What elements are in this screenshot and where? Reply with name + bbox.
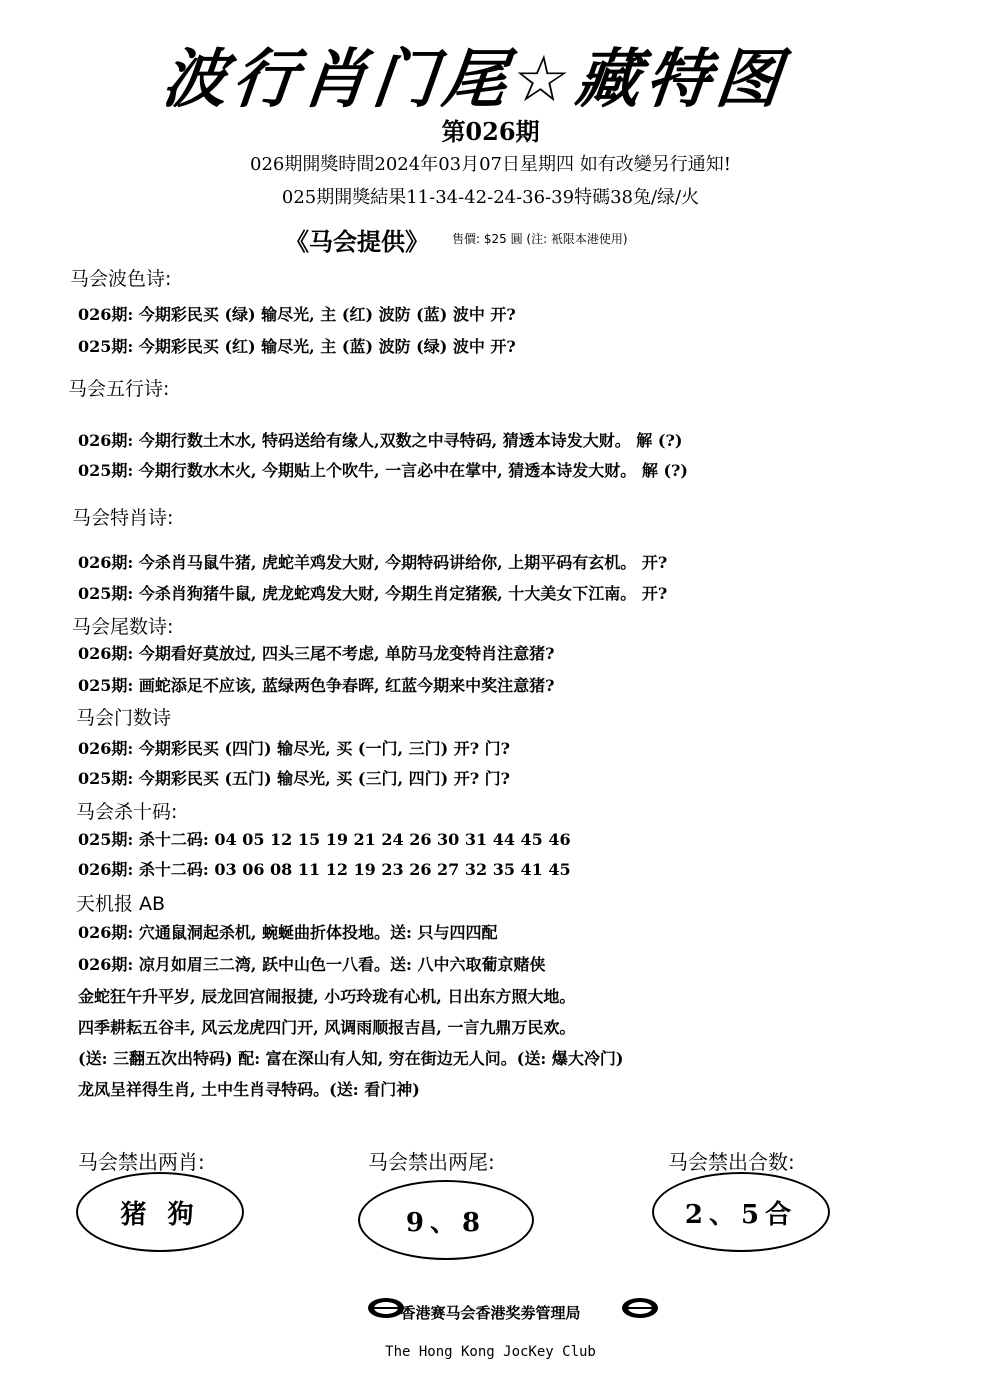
ban-sums-value: 2、5合 — [684, 1199, 798, 1230]
section-title-tianji: 天机报 AB — [76, 893, 166, 915]
footer-english: The Hong Kong JocKey Club — [385, 1344, 596, 1360]
gate-poem-line: 026期: 今期彩民买 (四门) 输尽光, 买 (一门, 三门) 开? 门? — [78, 739, 511, 758]
provider-label: 《马会提供》 — [285, 227, 429, 256]
draw-info: 026期開獎時間2024年03月07日星期四 如有改變另行通知! — [250, 154, 731, 175]
tianji-line: 龙凤呈祥得生肖, 土中生肖寻特码。(送: 看门神) — [78, 1080, 420, 1099]
ban-zodiac-value: 猪 狗 — [120, 1199, 200, 1230]
ban-tails-value: 9、8 — [405, 1207, 487, 1238]
tail-poem-line: 026期: 今期看好莫放过, 四头三尾不考虑, 单防马龙变特肖注意猪? — [78, 644, 555, 663]
ban-sums-oval — [652, 1172, 830, 1252]
section-title-five-elements: 马会五行诗: — [68, 378, 170, 400]
ban-sums-label: 马会禁出合数: — [668, 1150, 795, 1174]
kill-ten-line: 025期: 杀十二码: 04 05 12 15 19 21 24 26 30 31 44 45 46 — [78, 830, 571, 849]
section-title-tail-poem: 马会尾数诗: — [72, 616, 174, 638]
jockey-club-logo-icon — [620, 1296, 660, 1320]
ban-zodiac-label: 马会禁出两肖: — [78, 1150, 205, 1174]
ban-tails-label: 马会禁出两尾: — [368, 1150, 495, 1174]
color-poem-line: 025期: 今期彩民买 (红) 输尽光, 主 (蓝) 波防 (绿) 波中 开? — [78, 337, 516, 356]
section-title-zodiac-poem: 马会特肖诗: — [72, 507, 174, 529]
section-title-kill-ten: 马会杀十码: — [76, 801, 178, 823]
ban-zodiac-oval — [76, 1172, 244, 1252]
page-title: 波行肖门尾☆藏特图 — [158, 43, 790, 117]
issue-number: 第026期 — [441, 117, 540, 146]
footer-chinese: 香港赛马会香港奖劵管理局 — [400, 1304, 581, 1322]
zodiac-poem-line: 026期: 今杀肖马鼠牛猪, 虎蛇羊鸡发大财, 今期特码讲给你, 上期平码有玄机。 开? — [78, 553, 668, 572]
five-elements-line: 026期: 今期行数土木水, 特码送给有缘人,双数之中寻特码, 猜透本诗发大财。 解 (?) — [78, 431, 683, 450]
price-note: 售價: $25 圓 (注: 衹限本港使用) — [452, 232, 628, 246]
zodiac-poem-line: 025期: 今杀肖狗猪牛鼠, 虎龙蛇鸡发大财, 今期生肖定猪猴, 十大美女下江南。 开? — [78, 584, 668, 603]
last-result: 025期開獎結果11-34-42-24-36-39特碼38兔/绿/火 — [281, 187, 700, 208]
tianji-line: 金蛇狂午升平岁, 辰龙回宫闹报捷, 小巧玲珑有心机, 日出东方照大地。 — [78, 987, 576, 1006]
tianji-line: 026期: 穴通鼠洞起杀机, 蜿蜒曲折体投地。送: 只与四四配 — [78, 923, 498, 942]
tianji-line: 四季耕耘五谷丰, 风云龙虎四门开, 风调雨顺报吉昌, 一言九鼎万民欢。 — [78, 1018, 576, 1037]
tail-poem-line: 025期: 画蛇添足不应该, 蓝绿两色争春晖, 红蓝今期来中奖注意猪? — [78, 676, 555, 695]
tianji-line: 026期: 凉月如眉三二湾, 跃中山色一八看。送: 八中六取葡京赌侠 — [78, 955, 546, 974]
ban-tails-oval — [358, 1180, 534, 1260]
section-title-color-poem: 马会波色诗: — [70, 268, 172, 290]
tianji-line: (送: 三翻五次出特码) 配: 富在深山有人知, 穷在街边无人问。(送: 爆大冷门) — [78, 1049, 624, 1068]
gate-poem-line: 025期: 今期彩民买 (五门) 输尽光, 买 (三门, 四门) 开? 门? — [78, 769, 511, 788]
five-elements-line: 025期: 今期行数水木火, 今期贴上个吹牛, 一言必中在掌中, 猜透本诗发大财。 解 (?) — [78, 461, 688, 480]
kill-ten-line: 026期: 杀十二码: 03 06 08 11 12 19 23 26 27 32 35 41 45 — [78, 860, 571, 879]
color-poem-line: 026期: 今期彩民买 (绿) 输尽光, 主 (红) 波防 (蓝) 波中 开? — [78, 305, 516, 324]
section-title-gate-poem: 马会门数诗 — [76, 707, 172, 729]
